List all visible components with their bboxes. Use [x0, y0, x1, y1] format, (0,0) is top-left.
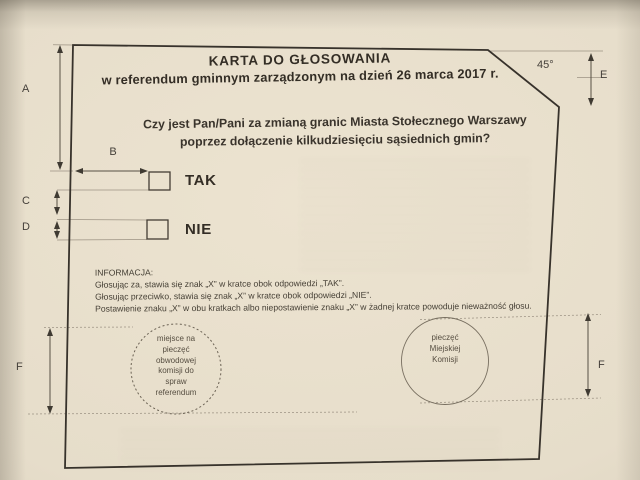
- question-line: Czy jest Pan/Pani za zmianą granic Miasta Stołecznego Warszawy: [143, 112, 527, 132]
- info-heading: INFORMACJA:: [94, 267, 154, 278]
- dim-label-b: B: [109, 146, 117, 158]
- info-line: Postawienie znaku „X” w obu kratkach albo niepostawienie znaku „X” w żadnej kratce powoduje nieważność głosu.: [95, 300, 532, 314]
- dim-label-f-left: F: [16, 361, 23, 373]
- nie-label: NIE: [185, 221, 212, 238]
- info-line: Głosując przeciwko, stawia się znak „X” w kratce obok odpowiedzi „NIE”.: [95, 289, 372, 302]
- dimension-arrowheads: [47, 45, 594, 414]
- info-section: [95, 263, 575, 314]
- dim-label-e: E: [600, 69, 608, 81]
- nie-checkbox: [147, 220, 168, 239]
- dim-label-d: D: [22, 221, 30, 233]
- ballot-title: KARTA DO GŁOSOWANIA: [208, 50, 392, 69]
- angle-label: 45°: [537, 59, 554, 71]
- dim-label-f-right: F: [598, 359, 605, 371]
- question-line: poprzez dołączenie kilkudziesięciu sąsiednich gmin?: [179, 131, 491, 149]
- tak-label: TAK: [185, 172, 217, 189]
- tak-checkbox: [149, 172, 170, 190]
- info-line: Głosując za, stawia się znak „X” w kratce obok odpowiedzi „TAK”.: [94, 277, 345, 290]
- referendum-question: [120, 110, 550, 151]
- extension-lines: [28, 45, 603, 414]
- right-stamp-text: pieczęć Miejskiej Komisji: [429, 333, 461, 364]
- ballot-outline: [65, 45, 559, 468]
- left-stamp-text: miejsce na pieczęć obwodowej komisji do spraw referendum: [155, 334, 197, 397]
- ballot-subtitle: w referendum gminnym zarządzonym na dzień 26 marca 2017 r.: [101, 65, 499, 88]
- dim-label-a: A: [22, 83, 30, 95]
- dim-label-c: C: [22, 195, 30, 207]
